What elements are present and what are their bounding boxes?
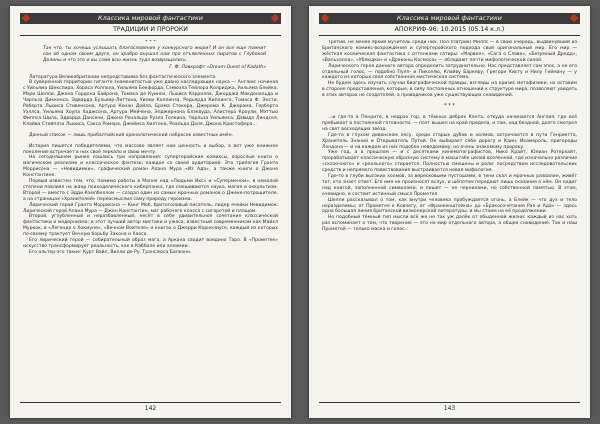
paragraph: Его альтер-эго такие: Курт Вайл, Вилли де Ру, Транслюса Балконн. bbox=[29, 249, 192, 255]
paragraph: На сегодняшнем рынке сошлись три направления: супергеройские комиксы, взрослые книги о магическом реализме и классическое фэнтези, каждое со своей аудиторией. Это трилогия Гранта Моррисона — «Невидимки», графический роман Алана Мура «Из Ада», а также книги о Джоне Константине. bbox=[23, 155, 278, 179]
diamond-ornament-icon bbox=[271, 13, 279, 21]
left-page bbox=[10, 6, 291, 418]
paragraph: Но подобный тёмный тип мысли всё же не так уж далёк от обыденной жизни: каждый из нас хоть раз вспоминает о том, что творение — это не мир отдельного автора, а общее сновидение. Так и наш Прометей — только маска и голос. bbox=[322, 215, 577, 233]
epigraph-signature: Г. Ф. Лавкрафт «Dream-Quest of Kadath» bbox=[169, 64, 266, 70]
paragraph: Лирический герой Гранта Моррисона — Кинг Моб, бритоголовый писатель, лидер ячейки Невидимок. Лирический герой Алана Мура — Джон Константин, маг рабочего класса с сигаретой и плащом. bbox=[23, 202, 278, 214]
paragraph: Шелли рассказывал о том, как внутри человека пробуждается огонь, а Блейк — что дух и тело неразделимы; от Прометея к Ковчегу, от «Франкенштейна» до «Бракосочетания Рая и Ада» — здесь одна большая линия британской визионерской литературы, и мы стоим на её продолжении. bbox=[322, 197, 577, 215]
paragraph: Его лирический герой — собирательный образ мага, а Аркана сводит воедино Таро. В «Прометее» искусство трансформирует реальность, как в Каббале или алхимии. bbox=[23, 238, 278, 249]
left-section-title: ТРАДИЦИИ И ПРОРОКИ bbox=[20, 25, 281, 36]
paragraph: Литература Великобритании непредставима без фантастического элемента. bbox=[29, 74, 217, 80]
paragraph: Первый известен тем, что, помимо работы в Marvel над «Людьми Икс» и «Суперменом», в немалой степени повлиял на жанр психоделического киберпанка, где смешиваются наука, магия и оккультизм. Второй — вместе с Эдди Кэмпбеллом — создал один из самых мрачных романов о Джеке-потрошителе, а на страницах «Хранителей» переосмыслил саму природу героизма. bbox=[23, 179, 278, 202]
left-body bbox=[23, 40, 278, 394]
right-page bbox=[309, 6, 590, 418]
left-header-title: Классика мировой фантастики bbox=[98, 14, 203, 22]
section-stars: * * * bbox=[145, 40, 156, 45]
left-running-header bbox=[20, 13, 281, 24]
left-page-number: 142 bbox=[20, 402, 281, 413]
paragraph: ...и где-то в Пенрите, в недрах гор, в тёмных дебрях Кента, откуда начинается Англия, где всё пребывает в постоянной готовности, — поэт вышел на край предела, и там, над бездной, долго смотрел на свет восходящих звёзд. bbox=[322, 114, 577, 132]
diamond-ornament-icon bbox=[321, 13, 329, 21]
right-body bbox=[322, 40, 577, 394]
paragraph: Данный список — лишь прибалтийский хронологический набросок известных имён. bbox=[29, 132, 234, 138]
paragraph: Лирического героя данного автора определить затруднительно. Нас представляет сам эпос, а не его отдельный голос, — подобно Пулп- и Пикселю, Клайву Баркеру, Грегори Кисту и Нилу Гейману — у каждого из которых своя собственная мистическая система. bbox=[322, 63, 577, 81]
right-header-title: Классика мировой фантастики bbox=[397, 14, 502, 22]
paragraph: Где-то в глуби высоких холмов, за вересковыми пустошами, в тени скал и мрачных развалин, живёт тот, кто знает ответ. Его имя не произносят вслух, и шёпотом передают лишь сказания о нём. Он сидит над книгой, заполненной символами, и пишет — не чернилами, но собственной памятью. В этом, очевидно, и состоит истинный смысл Прометея. bbox=[322, 174, 577, 197]
paragraph: История пишется победителями, что массово являет нам ценность и выбор, а вот уже книжное поколение встречает в них своё зеркало и свою мечту. bbox=[23, 143, 278, 155]
section-stars: * * * bbox=[444, 103, 455, 110]
right-page-number: 143 bbox=[319, 402, 580, 413]
diamond-ornament-icon bbox=[570, 13, 578, 21]
right-section-title: АПОКРИФ-96: 10.2015 (05.14 к.л.) bbox=[319, 25, 580, 36]
epigraph: Так что, ты хочешь услышать благословения у конкурсного жюри? И он все еще помнит сон об одном своем друге, он храбро внушал нам про отъявленных пиратов с Глубокой Долины и что это и вы сами всю жизнь туда возвращались. bbox=[43, 45, 266, 63]
paragraph: В суверенной территории гиганте знаменитостью уже давно наследующих наука — Англии: начиная с Уильяма Шекспира, Хораса Уолпола, Уильяма Бекфорда, Сэмюэла Тейлора Колриджа, Уильяма Блейка, Мэри Шелли, Джона Гордона Байрона, Томаса де Куинси, Льюиса Кэрролла, Джорджа Макдональда и Чарльза Диккенса, Эдварда Бульвер-Литтона, Уилки Коллинза, Редьярда Киплинга, Томаса Ф. Энсти, Роберта Льюиса Стивенсона, Артура Конан Дойла, Брэма Стокера, Джерома К. Джерома, Герберта Уэллса, Уильяма Хоупа Ходжсона, Артура Мейчена, Элджернона Блэквуда, Алистера Кроули, Мэттью Фиппса Шила, Эдварда Дансени, Джона Рональда Руэла Толкина, Чарльза Уильямса, Дэвида Линдсея, Клайва Стейплза Льюиса, Сакса Ромера, Джеймса Хилтона, Роальда Даля, Джона Кристофера... bbox=[23, 80, 278, 127]
diamond-ornament-icon bbox=[22, 13, 30, 21]
paragraph: Где-то в глухом девонском лесу, среди старых дубов и холмов, встречаются в пути Генриетта, Хранитель Знаний и Открыватель Путей. Он выбирает себе дорогу и Каин, Икамероль, пригороды Лондона — и на каждом из них подобен неведомому, но очень знакомому пророку. bbox=[322, 132, 577, 150]
right-running-header bbox=[319, 13, 580, 24]
paragraph: Уже год, а в прошлом — и с десятками кинематографистов, Нико Крайт, Юлиан Ротерхайт, прорабатывает классическую образную систему в масштабе целой вселенной, где изначально различие «сказочного» и «реального» стирается. Полностью смещены и роли: посредством исследовательских средств и непрямого повествования выстраивается новая мифология. bbox=[322, 150, 577, 174]
paragraph: Второй, углубленный и неразбавленный, несёт в себе удивительное сочетание классической фантастики и модернизма; и этот лучший автор мистики и ужаса, известный современникам как Майкл Муркок, в «Легенде о Хокмуне», «Вечном Воителе» и книгах о Джерри Корнелиусе, каждый из которых по-своему трактует Вечную борьбу Закона и Хаоса. bbox=[23, 214, 278, 238]
paragraph: Третий, не менее яркий мучитель среди них, Пол (Патрик) Миллс — в свою очередь, выдвинувший из Британского комикс-возрождения и супергеройского подхода свой оригинальный мир. Его мир — жёсткая космическая фантастика с оттенками сатиры: «Марвел», «Сага о Славе», «Безумный Дредд», «Вальхалла», «Ублюдки» и «Драконы Космоса» — обладают почти мифологической силой. bbox=[322, 40, 577, 63]
paragraph: Не будем здесь изучать случаи биографической правды, взгляды на кризис метафизики, но оставим в стороне представления, которые, в силу постоянных отношений к структуре мира, позволяют увидеть в этих авторах не создателей, а проводников уже существующих сновидений. bbox=[322, 81, 577, 99]
